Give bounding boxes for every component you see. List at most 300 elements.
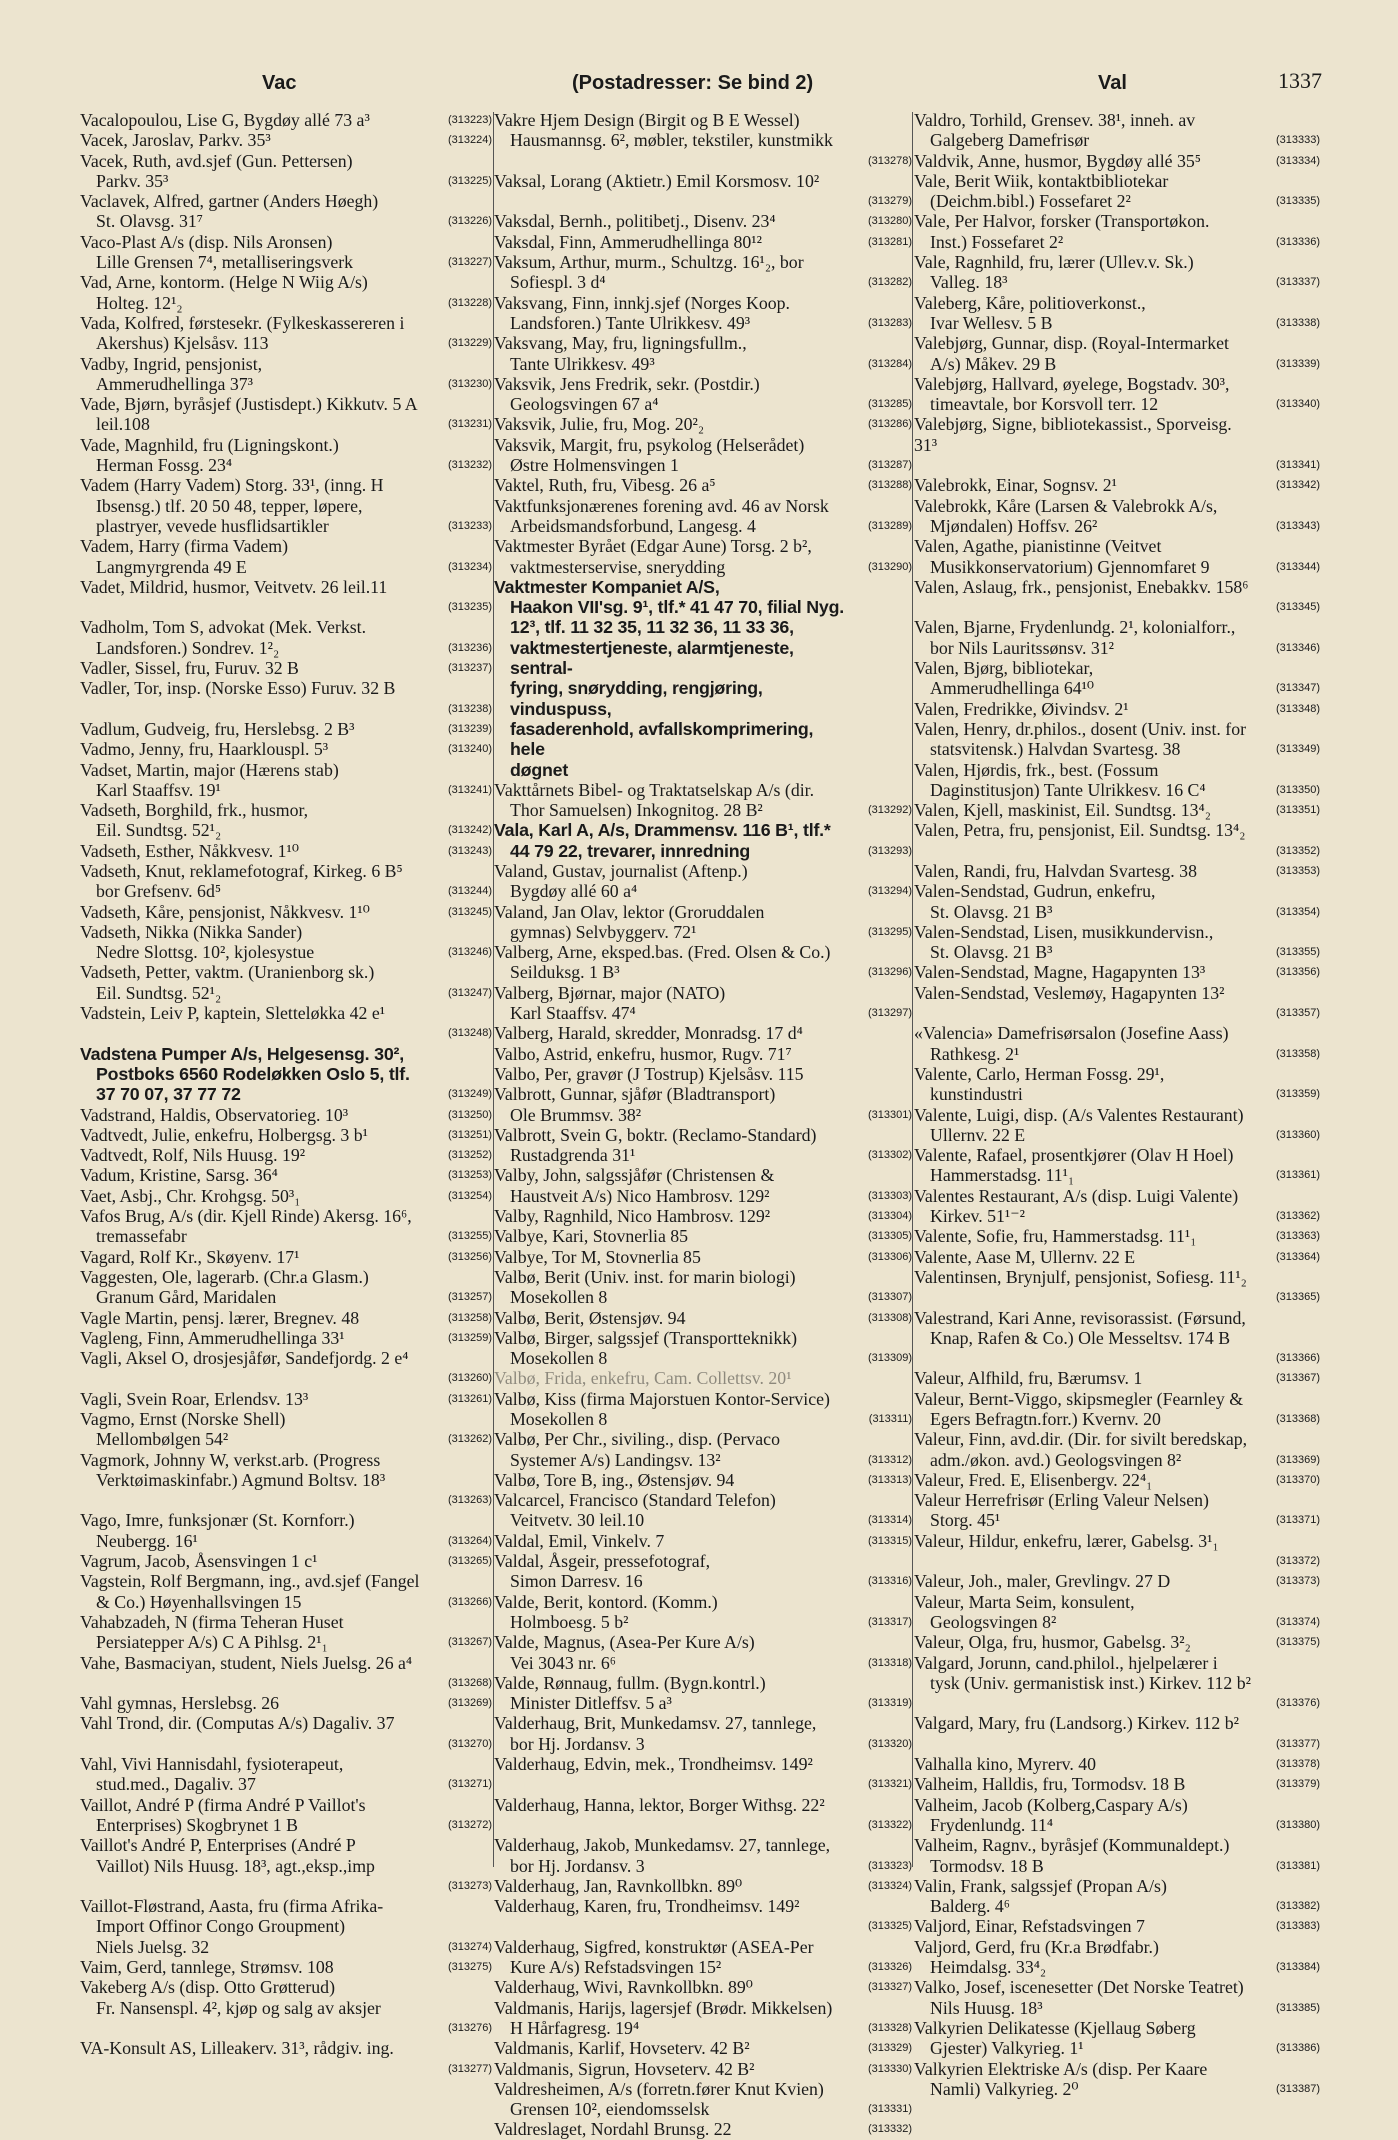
entry-code: (313342) — [1275, 479, 1320, 492]
entry-name-line: Vadseth, Esther, Nåkkvesv. 1¹⁰ — [80, 840, 299, 861]
entry-name-line: Vaktel, Ruth, fru, Vibesg. 26 a⁵ — [494, 475, 716, 496]
directory-entry — [914, 496, 1320, 537]
directory-entry — [494, 1429, 912, 1470]
entry-code: (313297) — [867, 1007, 912, 1020]
entry-continuation-line: 37 70 07, 37 77 72 — [96, 1084, 241, 1105]
directory-entry — [494, 536, 912, 577]
entry-name-line: Valen, Henry, dr.philos., dosent (Univ. inst. for — [914, 718, 1247, 739]
entry-continuation-line — [494, 1815, 844, 1835]
entry-code: (313325) — [867, 1920, 912, 1933]
directory-entry — [80, 1977, 492, 2038]
entry-name-line: Vadseth, Knut, reklamefotograf, Kirkeg. 6 B⁵ — [80, 860, 403, 881]
entry-continuation-line: St. Olavsg. 21 B³ — [930, 942, 1053, 963]
directory-entry — [914, 1064, 1320, 1105]
directory-entry — [914, 1247, 1320, 1267]
directory-entry — [80, 1125, 492, 1145]
entry-code: (313273) — [447, 1879, 492, 1892]
entry-continuation-line: Mjøndalen) Hoffsv. 26² — [930, 515, 1098, 536]
entry-code: (313312) — [867, 1453, 912, 1466]
entry-code: (313377) — [1275, 1737, 1320, 1750]
directory-entry — [80, 1145, 492, 1165]
entry-name-line: Vaksvik, Julie, fru, Mog. 20²₂ — [494, 414, 705, 435]
entry-name-line: Vafos Brug, A/s (dir. Kjell Rinde) Akersg. 16⁶, — [80, 1206, 412, 1227]
entry-name-line: Vadseth, Petter, vaktm. (Uranienborg sk.) — [80, 962, 375, 983]
entry-name-line: Valby, John, salgssjåfør (Christensen & — [494, 1165, 775, 1186]
entry-code: (313283) — [867, 316, 912, 329]
entry-continuation-line: Fr. Nansenspl. 4², kjøp og salg av aksjer — [96, 1997, 381, 2018]
directory-entry — [494, 1308, 912, 1328]
entry-name-line: Valbø, Birger, salgssjef (Transportteknikk) — [494, 1327, 798, 1348]
directory-entry — [494, 1328, 912, 1369]
entry-name-line: Valko, Josef, iscenesetter (Det Norske Teatret) — [914, 1977, 1244, 1998]
directory-entry — [80, 739, 492, 759]
directory-entry — [494, 820, 912, 861]
entry-name-line: Valen, Agathe, pianistinne (Veitvet — [914, 536, 1162, 557]
entry-name-line: Valkyrien Elektriske A/s (disp. Per Kaare — [914, 2058, 1208, 2079]
entry-code: (313274) — [447, 1940, 492, 1953]
directory-entry — [914, 820, 1320, 861]
entry-code: (313280) — [867, 215, 912, 228]
directory-entry — [494, 2059, 912, 2079]
directory-entry — [494, 475, 912, 495]
entry-continuation-line: bor Grefsenv. 6d⁵ — [96, 881, 222, 902]
directory-entry — [914, 1226, 1320, 1246]
entry-code: (313335) — [1275, 195, 1320, 208]
entry-code: (313253) — [447, 1169, 492, 1182]
directory-entry — [80, 962, 492, 1003]
entry-continuation-line: tysk (Univ. germanistisk inst.) Kirkev. 112 b² — [930, 1672, 1251, 1693]
entry-name-line: Vadet, Mildrid, husmor, Veitvetv. 26 leil.11 — [80, 576, 388, 597]
entry-name-line: Valebrokk, Kåre (Larsen & Valebrokk A/s, — [914, 495, 1218, 516]
directory-entry — [80, 1003, 492, 1044]
entry-continuation-line: Heimdalsg. 33⁴₂ — [930, 1957, 1047, 1978]
entry-code: (313251) — [447, 1128, 492, 1141]
entry-name-line: Vade, Magnhild, fru (Ligningskont.) — [80, 434, 339, 455]
directory-entry — [914, 252, 1320, 293]
directory-entry — [80, 1754, 492, 1795]
entry-code: (313359) — [1275, 1088, 1320, 1101]
entry-name-line: Valheim, Ragnv., byråsjef (Kommunaldept.) — [914, 1835, 1230, 1856]
column-1 — [80, 110, 492, 2075]
directory-entry — [494, 1165, 912, 1206]
directory-entry — [494, 435, 912, 476]
directory-entry — [80, 1389, 492, 1409]
directory-entry — [914, 1774, 1320, 1794]
entry-name-line: Valkyrien Delikatesse (Kjellaug Søberg — [914, 2017, 1196, 2038]
entry-continuation-line — [914, 1287, 1252, 1307]
directory-entry — [494, 1226, 912, 1246]
entry-name-line: Vadby, Ingrid, pensjonist, — [80, 353, 263, 374]
entry-continuation-line: Verktøimaskinfabr.) Agmund Boltsv. 18³ — [96, 1469, 386, 1490]
directory-entry — [80, 841, 492, 861]
entry-name-line: Vaillot-Fløstrand, Aasta, fru (firma Afrika- — [80, 1896, 384, 1917]
directory-entry — [494, 1206, 912, 1226]
entry-name-line: Valbø, Frida, enkefru, Cam. Collettsv. 20¹ — [494, 1368, 792, 1389]
directory-entry — [80, 1267, 492, 1308]
directory-entry — [80, 435, 492, 476]
entry-continuation-line: Galgeberg Damefrisør — [930, 130, 1090, 151]
entry-continuation-line — [80, 1490, 424, 1510]
entry-continuation-line: Vaillot) Nils Huusg. 18³, agt.,eksp.,imp — [96, 1855, 375, 1876]
entry-name-line: Vade, Bjørn, byråsjef (Justisdept.) Kikkutv. 5 A — [80, 394, 418, 415]
entry-name-line: Vahabzadeh, N (firma Teheran Huset — [80, 1611, 344, 1632]
entry-code: (313257) — [447, 1291, 492, 1304]
entry-name-line: Valheim, Halldis, fru, Tormodsv. 18 B — [914, 1774, 1186, 1795]
entry-name-line: Valheim, Jacob (Kolberg,Caspary A/s) — [914, 1794, 1188, 1815]
directory-entry — [914, 1916, 1320, 1936]
entry-code: (313328) — [867, 2021, 912, 2034]
entry-code: (313352) — [1275, 844, 1320, 857]
entry-code: (313362) — [1275, 1210, 1320, 1223]
entry-code: (313329) — [867, 2042, 912, 2055]
entry-code: (313261) — [447, 1392, 492, 1405]
entry-code: (313344) — [1275, 560, 1320, 573]
entry-continuation-line: Ivar Wellesv. 5 B — [930, 312, 1053, 333]
directory-entry — [80, 902, 492, 922]
entry-name-line: Vadholm, Tom S, advokat (Mek. Verkst. — [80, 617, 367, 638]
entry-name-line: Valderhaug, Karen, fru, Trondheimsv. 149² — [494, 1896, 800, 1917]
directory-entry — [914, 1267, 1320, 1308]
entry-continuation-line: Eil. Sundtsg. 52¹₂ — [96, 982, 222, 1003]
entry-continuation-line: St. Olavsg. 31⁷ — [96, 211, 203, 232]
entry-name-line: Vad, Arne, kontorm. (Helge N Wiig A/s) — [80, 272, 368, 293]
entry-continuation-line: Lille Grensen 7⁴, metalliseringsverk — [96, 252, 354, 273]
directory-entry — [914, 1308, 1320, 1369]
directory-entry — [914, 374, 1320, 415]
entry-code: (313369) — [1275, 1453, 1320, 1466]
directory-entry — [80, 2038, 492, 2079]
entry-name-line: Vaggesten, Ole, lagerarb. (Chr.a Glasm.) — [80, 1266, 369, 1287]
entry-code: (313292) — [867, 804, 912, 817]
entry-name-line: Vacek, Jaroslav, Parkv. 35³ — [80, 130, 271, 151]
entry-continuation-line: statsvitensk.) Halvdan Svartesg. 38 — [930, 739, 1181, 760]
entry-code: (313319) — [867, 1697, 912, 1710]
entry-name-line: Vaksvang, May, fru, ligningsfullm., — [494, 333, 747, 354]
entry-continuation-line: Minister Ditleffsv. 5 a³ — [510, 1693, 672, 1714]
entry-code: (313322) — [867, 1818, 912, 1831]
entry-code: (313293) — [867, 844, 912, 857]
directory-entry — [80, 1713, 492, 1754]
entry-name-line: Valdresheimen, A/s (forretn.fører Knut Kvien) — [494, 2078, 824, 2099]
entry-name-line: Valente, Rafael, prosentkjører (Olav H Hoel) — [914, 1145, 1234, 1166]
directory-entry — [914, 333, 1320, 374]
directory-entry — [80, 475, 492, 536]
entry-continuation-line: 44 79 22, trevarer, innredning — [510, 840, 751, 861]
entry-name-line: Valbø, Berit (Univ. inst. for marin biologi) — [494, 1266, 796, 1287]
entry-code: (313311) — [868, 1413, 912, 1425]
entry-code: (313249) — [447, 1088, 492, 1101]
entry-continuation-line: Herman Fossg. 23⁴ — [96, 455, 233, 476]
entry-code: (313269) — [447, 1697, 492, 1710]
directory-entry — [494, 983, 912, 1024]
directory-entry — [494, 1551, 912, 1592]
entry-name-line: Valdal, Åsgeir, pressefotograf, — [494, 1551, 711, 1572]
entry-continuation-line: Neubergg. 16¹ — [96, 1530, 198, 1551]
entry-continuation-line: vaktmestertjeneste, alarmtjeneste, sentral- — [510, 637, 794, 679]
directory-entry — [494, 1470, 912, 1490]
directory-entry — [80, 1409, 492, 1450]
directory-entry — [80, 719, 492, 739]
entry-code: (313233) — [447, 519, 492, 532]
entry-code: (313387) — [1275, 2082, 1320, 2095]
entry-code: (313241) — [447, 783, 492, 796]
directory-entry — [914, 1429, 1320, 1470]
entry-continuation-line: Valleg. 18³ — [930, 272, 1008, 293]
entry-name-line: «Valencia» Damefrisørsalon (Josefine Aass) — [914, 1023, 1229, 1044]
directory-entry — [80, 922, 492, 963]
entry-continuation-line: & Co.) Høyenhallsvingen 15 — [96, 1591, 302, 1612]
directory-entry — [494, 902, 912, 943]
entry-continuation-line: Tormodsv. 18 B — [930, 1855, 1044, 1876]
entry-name-line: Vaktmester Byrået (Edgar Aune) Torsg. 2 b², — [494, 536, 812, 557]
directory-entry — [914, 881, 1320, 922]
entry-name-line: Valderhaug, Jan, Ravnkollbkn. 89⁰ — [494, 1875, 743, 1896]
entry-continuation-line: Egers Befragtn.forr.) Kvernv. 20 — [930, 1409, 1161, 1429]
entry-name-line: Vacalopoulou, Lise G, Bygdøy allé 73 a³ — [80, 110, 370, 130]
entry-continuation-line: Storg. 45¹ — [930, 1510, 1001, 1531]
entry-name-line: Valentes Restaurant, A/s (disp. Luigi Valente) — [914, 1185, 1239, 1206]
entry-code: (313378) — [1275, 1758, 1320, 1771]
entry-code: (313279) — [867, 195, 912, 208]
entry-name-line: Valeur Herrefrisør (Erling Valeur Nelsen) — [914, 1490, 1209, 1511]
entry-continuation-line — [494, 1916, 844, 1936]
entry-code: (313287) — [867, 459, 912, 472]
directory-entry — [494, 1125, 912, 1166]
header-left-guide: Vac — [262, 72, 297, 94]
entry-code: (313372) — [1275, 1555, 1320, 1568]
directory-entry — [914, 211, 1320, 252]
directory-entry — [80, 1206, 492, 1247]
directory-entry — [914, 1795, 1320, 1836]
directory-entry — [80, 1165, 492, 1185]
entry-name-line: Vaksvik, Jens Fredrik, sekr. (Postdir.) — [494, 373, 760, 394]
entry-continuation-line — [80, 2059, 424, 2079]
entry-name-line: Valgard, Mary, fru (Landsorg.) Kirkev. 112 b² — [914, 1713, 1239, 1734]
entry-code: (313301) — [867, 1108, 912, 1121]
entry-code: (313323) — [867, 1859, 912, 1872]
directory-entry — [494, 1023, 912, 1043]
entry-code: (313350) — [1275, 783, 1320, 796]
directory-entry — [914, 1937, 1320, 1978]
entry-continuation-line: Landsforen.) Sondrev. 1²₂ — [96, 637, 280, 658]
entry-code: (313230) — [447, 377, 492, 390]
entry-continuation-line: H Hårfagresg. 19⁴ — [510, 2017, 640, 2038]
directory-entry — [914, 1105, 1320, 1146]
directory-entry — [80, 617, 492, 658]
entry-code: (313371) — [1275, 1514, 1320, 1527]
entry-continuation-line: Vei 3043 nr. 6⁶ — [510, 1652, 616, 1673]
entry-name-line: Valbrott, Gunnar, sjåfør (Bladtransport) — [494, 1084, 776, 1105]
entry-code: (313235) — [447, 601, 492, 614]
entry-name-line: Valeur, Hildur, enkefru, lærer, Gabelsg. 3¹₁ — [914, 1530, 1219, 1551]
entry-code: (313256) — [447, 1250, 492, 1263]
directory-entry — [494, 2079, 912, 2120]
entry-name-line: Valgard, Jorunn, cand.philol., hjelpelærer i — [914, 1652, 1218, 1673]
entry-code: (313236) — [447, 641, 492, 654]
entry-code: (313364) — [1275, 1250, 1320, 1263]
entry-name-line: Valbø, Per Chr., siviling., disp. (Pervaco — [494, 1429, 780, 1450]
entry-code: (313367) — [1275, 1372, 1320, 1385]
entry-name-line: Valand, Gustav, journalist (Aftenp.) — [494, 860, 748, 881]
directory-entry — [80, 394, 492, 435]
entry-code: (313252) — [447, 1149, 492, 1162]
entry-code: (313243) — [447, 844, 492, 857]
entry-continuation-line — [494, 151, 844, 171]
entry-name-line: Vadseth, Nikka (Nikka Sander) — [80, 921, 303, 942]
entry-code: (313349) — [1275, 743, 1320, 756]
directory-entry — [80, 658, 492, 678]
entry-code: (313264) — [447, 1534, 492, 1547]
entry-name-line: Valjord, Einar, Refstadsvingen 7 — [914, 1916, 1145, 1937]
entry-code: (313227) — [447, 256, 492, 269]
entry-code: (313386) — [1275, 2042, 1320, 2055]
entry-name-line: Valente, Luigi, disp. (A/s Valentes Restaurant) — [914, 1104, 1244, 1125]
entry-code: (313361) — [1275, 1169, 1320, 1182]
entry-code: (313384) — [1275, 1961, 1320, 1974]
entry-code: (313272) — [447, 1818, 492, 1831]
entry-code: (313259) — [447, 1331, 492, 1344]
entry-name-line: Valde, Rønnaug, fullm. (Bygn.kontrl.) — [494, 1672, 766, 1693]
entry-name-line: Valen, Bjarne, Frydenlundg. 2¹, kolonialforr., — [914, 617, 1236, 638]
entry-name-line: Valeur, Joh., maler, Grevlingv. 27 D — [914, 1571, 1171, 1592]
directory-entry — [80, 1835, 492, 1896]
directory-entry — [914, 1592, 1320, 1633]
directory-entry — [80, 354, 492, 395]
entry-continuation-line: Hausmannsg. 6², møbler, tekstiler, kunstmikk — [510, 130, 833, 151]
directory-entry — [914, 2018, 1320, 2059]
directory-entry — [494, 1977, 912, 1997]
entry-code: (313382) — [1275, 1900, 1320, 1913]
entry-continuation-line: (Deichm.bibl.) Fossefaret 2² — [930, 191, 1131, 212]
entry-name-line: Valentinsen, Brynjulf, pensjonist, Sofiesg. 11¹₂ — [914, 1266, 1247, 1287]
entry-continuation-line — [914, 1348, 1252, 1368]
entry-name-line: Vadseth, Kåre, pensjonist, Nåkkvesv. 1¹⁰ — [80, 901, 370, 922]
entry-code: (313242) — [447, 824, 492, 837]
entry-code: (313353) — [1275, 864, 1320, 877]
directory-entry — [80, 1186, 492, 1206]
entry-name-line: Vaksvang, Finn, innkj.sjef (Norges Koop. — [494, 292, 791, 313]
directory-entry — [494, 1389, 912, 1430]
entry-continuation-line: Namli) Valkyrieg. 2⁰ — [930, 2078, 1079, 2099]
directory-entry — [494, 293, 912, 334]
entry-code: (313296) — [867, 966, 912, 979]
entry-name-line: Vaksdal, Bernh., politibetj., Disenv. 23⁴ — [494, 211, 776, 232]
entry-code: (313368) — [1275, 1413, 1320, 1425]
entry-name-line: Valderhaug, Hanna, lektor, Borger Withsg. 22² — [494, 1794, 825, 1815]
directory-entry — [494, 1896, 912, 1937]
directory-entry — [494, 1713, 912, 1754]
directory-entry — [914, 861, 1320, 881]
entry-code: (313294) — [867, 885, 912, 898]
entry-name-line: Vagle Martin, pensj. lærer, Bregnev. 48 — [80, 1307, 360, 1328]
entry-continuation-line: Musikkonservatorium) Gjennomfaret 9 — [930, 556, 1210, 577]
entry-name-line: Vaktmester Kompaniet A/S, — [494, 576, 720, 597]
entry-code: (313289) — [867, 519, 912, 532]
entry-name-line: Vala, Karl A, A/s, Drammensv. 116 B¹, tlf.* — [494, 820, 831, 841]
entry-code: (313343) — [1275, 519, 1320, 532]
entry-name-line: Valeur, Bernt-Viggo, skipsmegler (Fearnley & — [914, 1388, 1244, 1409]
entry-continuation-line: Geologsvingen 67 a⁴ — [510, 394, 659, 415]
entry-code: (313308) — [867, 1311, 912, 1324]
entry-continuation-line: bor Hj. Jordansv. 3 — [510, 1733, 645, 1754]
directory-entry — [914, 1368, 1320, 1388]
entry-continuation-line: timeavtale, bor Korsvoll terr. 12 — [930, 394, 1159, 415]
entry-code: (313237) — [447, 662, 492, 675]
directory-entry — [494, 171, 912, 212]
directory-entry — [914, 1835, 1320, 1876]
entry-code: (313290) — [867, 560, 912, 573]
entry-continuation-line: Haakon VII'sg. 9¹, tlf.* 41 47 70, filial Nyg. — [510, 597, 844, 618]
entry-name-line: Vaet, Asbj., Chr. Krohgsg. 50³₁ — [80, 1185, 301, 1206]
directory-entry — [80, 760, 492, 801]
directory-entry — [914, 1470, 1320, 1490]
entry-code: (313277) — [447, 2062, 492, 2075]
entry-continuation-line: Nils Huusg. 18³ — [930, 1997, 1043, 2018]
entry-name-line: Vaillot's André P, Enterprises (André P — [80, 1835, 356, 1856]
directory-entry — [80, 1247, 492, 1267]
entry-continuation-line — [914, 1551, 1252, 1571]
entry-code: (313266) — [447, 1595, 492, 1608]
entry-continuation-line: fyring, snørydding, rengjøring, vinduspuss, — [510, 678, 763, 719]
entry-continuation-line: Ammerudhellinga 64¹⁰ — [930, 678, 1095, 699]
directory-entry — [494, 1247, 912, 1267]
directory-entry — [494, 577, 912, 780]
directory-entry — [80, 536, 492, 577]
entry-continuation-line: Daginstitusjon) Tante Ulrikkesv. 16 C⁴ — [930, 779, 1206, 800]
entry-code: (313346) — [1275, 641, 1320, 654]
entry-name-line: Vadem, Harry (firma Vadem) — [80, 536, 289, 557]
directory-entry — [914, 658, 1320, 699]
directory-entry — [914, 1977, 1320, 2018]
directory-entry — [914, 1389, 1320, 1430]
entry-name-line: Valjord, Gerd, fru (Kr.a Brødfabr.) — [914, 1936, 1159, 1957]
directory-entry — [80, 800, 492, 841]
directory-entry — [494, 1531, 912, 1551]
entry-code: (313246) — [447, 946, 492, 959]
directory-entry — [914, 719, 1320, 760]
entry-code: (313224) — [447, 134, 492, 147]
entry-continuation-line: Knap, Rafen & Co.) Ole Messeltsv. 174 B — [930, 1327, 1231, 1348]
entry-name-line: Vadler, Tor, insp. (Norske Esso) Furuv. 32 B — [80, 678, 396, 699]
directory-entry — [494, 1937, 912, 1978]
entry-code: (313250) — [447, 1108, 492, 1121]
entry-name-line: Valbo, Astrid, enkefru, husmor, Rugv. 71⁷ — [494, 1043, 792, 1064]
entry-name-line: Valdmanis, Karlif, Hovseterv. 42 B² — [494, 2038, 750, 2059]
header-center-note: (Postadresser: Se bind 2) — [572, 72, 814, 94]
entry-name-line: Valbye, Tor M, Stovnerlia 85 — [494, 1246, 701, 1267]
entry-name-line: Vadem (Harry Vadem) Storg. 33¹, (inng. H — [80, 475, 384, 496]
directory-entry — [80, 1612, 492, 1653]
directory-entry — [80, 1571, 492, 1612]
entry-continuation-line: Mellombølgen 54² — [96, 1429, 229, 1450]
directory-entry — [914, 1186, 1320, 1227]
entry-code: (313314) — [867, 1514, 912, 1527]
entry-code: (313234) — [447, 560, 492, 573]
entry-continuation-line — [914, 1693, 1252, 1713]
entry-code: (313307) — [867, 1291, 912, 1304]
directory-entry — [494, 1490, 912, 1531]
directory-entry — [914, 1754, 1320, 1774]
entry-continuation-line: bor Nils Lauritssønsv. 31² — [930, 637, 1114, 658]
directory-entry — [494, 2119, 912, 2139]
entry-continuation-line: Ullernv. 22 E — [930, 1124, 1026, 1145]
entry-name-line: Valebjørg, Gunnar, disp. (Royal-Intermarket — [914, 333, 1229, 354]
entry-name-line: Valen-Sendstad, Magne, Hagapynten 13³ — [914, 962, 1206, 983]
entry-continuation-line — [80, 1023, 424, 1043]
entry-code: (313340) — [1275, 398, 1320, 411]
entry-continuation-line: bor Hj. Jordansv. 3 — [510, 1855, 645, 1876]
directory-entry — [914, 1653, 1320, 1714]
